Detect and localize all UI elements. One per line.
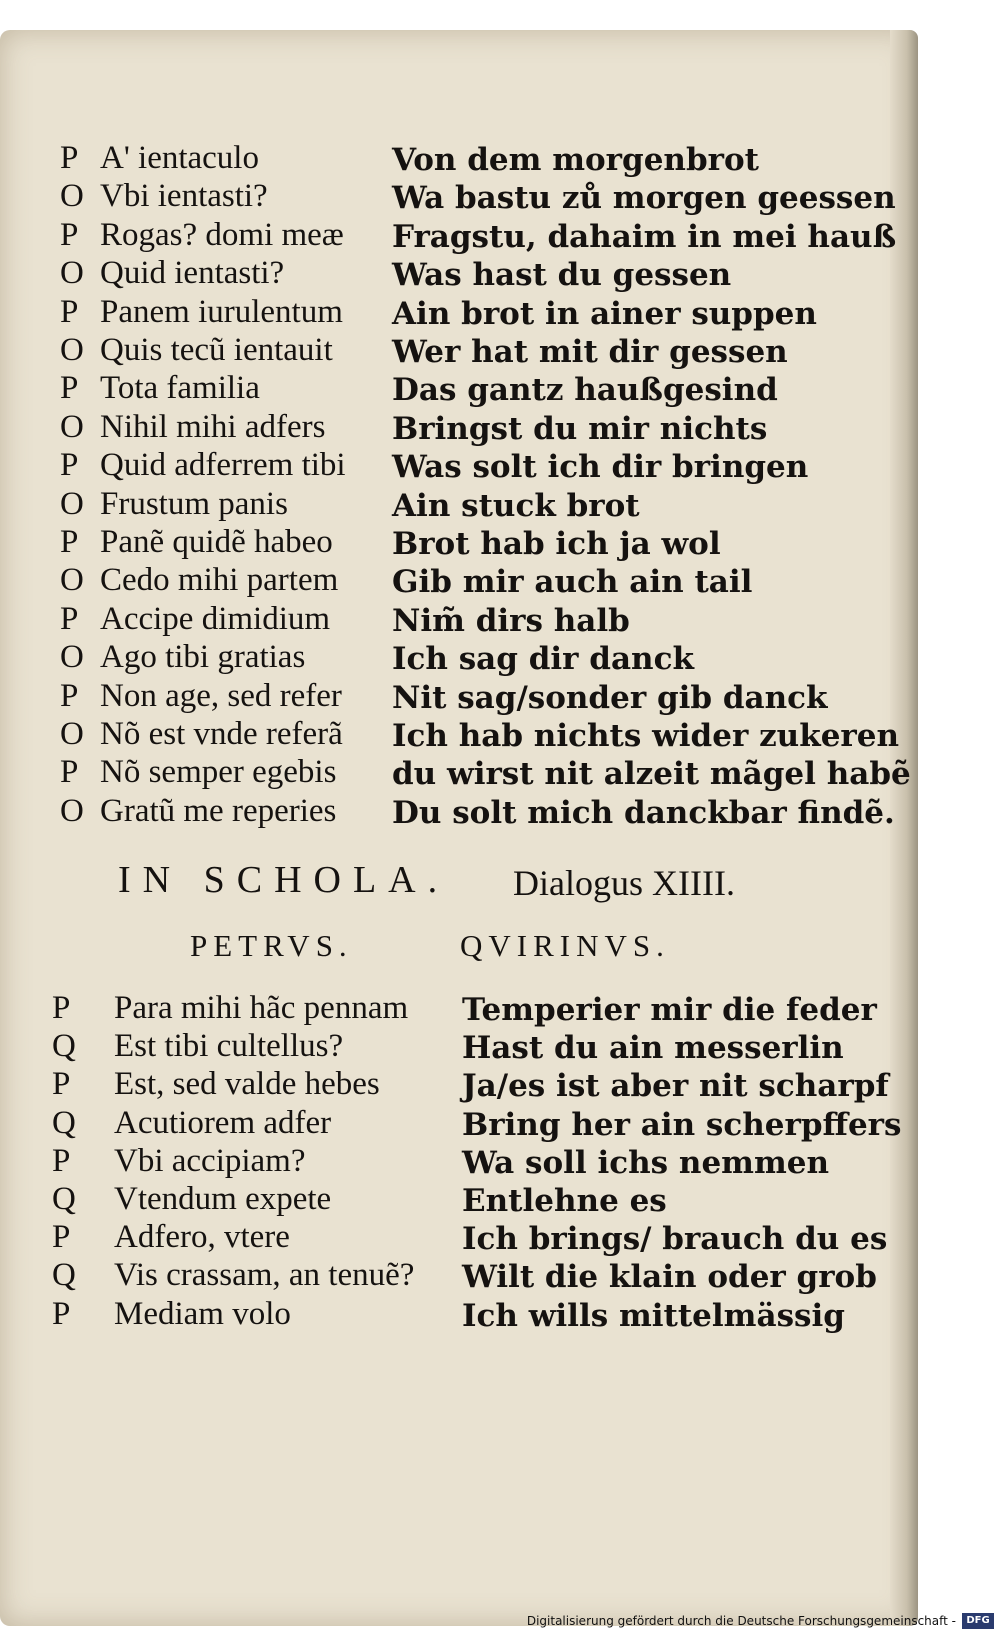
speaker-marker: P [60,216,79,253]
latin-line [60,447,346,484]
latin-text: Nõ semper egebis [100,754,337,791]
latin-text: Tota familia [100,370,260,407]
latin-line [60,716,343,753]
speaker-marker: P [60,140,79,176]
speaker-marker: P [52,1066,71,1103]
latin-line [60,754,336,791]
latin-line [52,1028,343,1065]
latin-text: Rogas? domi meæ [100,216,344,253]
german-line: Was hast du gessen [392,257,732,294]
latin-line [60,294,343,331]
latin-line [60,601,330,638]
german-line: du wirst nit alzeit mãgel habẽ [392,756,911,793]
latin-line [52,1296,291,1333]
latin-line [60,486,288,523]
speaker-marker: O [60,639,84,676]
latin-line [60,332,333,369]
german-line: Fragstu, dahaim in mei hauß [392,218,897,255]
german-line: Ain stuck brot [392,487,640,524]
latin-text: Accipe dimidium [100,600,331,637]
latin-text: Vis crassam, an tenuẽ? [114,1257,415,1294]
speaker-marker: O [60,408,84,445]
german-line: Ich brings/ brauch du es [462,1221,888,1258]
latin-line [60,562,338,599]
german-line: Ja/es ist aber nit scharpf [462,1068,889,1105]
speaker-marker: P [60,677,79,714]
speaker-marker: O [60,255,84,292]
german-line: Von dem morgenbrot [392,142,759,178]
latin-line [60,678,342,715]
german-line: Wilt die klain oder grob [462,1259,877,1296]
german-line: Wer hat mit dir gessen [392,334,788,370]
latin-text: Adfero, vtere [114,1219,290,1256]
latin-text: Nõ est vnde referã [100,716,343,752]
speaker-marker: Q [52,1257,76,1294]
latin-text: Vbi ientasti? [100,178,268,215]
latin-line [60,639,305,676]
speaker-marker: P [60,600,79,637]
latin-text: Vbi accipiam? [114,1142,306,1179]
latin-line [60,217,344,254]
latin-text: Gratũ me reperies [100,792,337,829]
dialogue-number: Dialogus XIIII. [513,863,735,903]
speaker-marker: O [60,562,84,599]
latin-line [52,1219,290,1256]
latin-text: Quid adferrem tibi [100,447,346,484]
german-line: Wa soll ichs nemmen [462,1144,830,1181]
speaker-marker: P [60,524,79,560]
speaker-marker: P [52,1219,71,1256]
speaker-marker: O [60,485,84,522]
latin-line [52,1143,306,1180]
speaker-marker: Q [52,1104,76,1141]
german-line: Wa bastu zů morgen geessen [392,180,896,217]
dfg-logo: DFG [962,1613,994,1629]
speaker-marker: P [60,754,79,791]
german-line: Du solt mich danckbar findẽ. [392,794,895,831]
speaker-marker: O [60,178,84,215]
latin-text: Est tibi cultellus? [114,1028,344,1065]
latin-text: Panẽ quidẽ habeo [100,524,333,560]
latin-text: Quid ientasti? [100,255,285,292]
speaker-marker: P [52,1295,71,1332]
speaker-marker: Q [52,1028,76,1065]
latin-line [60,255,284,292]
latin-line [52,1257,414,1294]
latin-text: Ago tibi gratias [100,639,306,676]
german-line: Ich sag dir danck [392,641,694,678]
speaker-marker: P [52,1142,71,1179]
latin-text: Est, sed valde hebes [114,1066,380,1103]
latin-text: Non age, sed refer [100,677,342,714]
digitization-footer [0,1610,1000,1634]
german-line: Ich wills mittelmässig [462,1297,845,1334]
speaker-marker: P [60,293,79,330]
footer-credit: Digitalisierung gefördert durch die Deutsche Forschungsgemeinschaft - [526,1614,956,1628]
speaker-marker: O [60,792,84,829]
latin-text: Cedo mihi partem [100,562,339,599]
latin-line [60,524,333,561]
latin-line [60,793,336,830]
german-line: Gib mir auch ain tail [392,564,753,601]
latin-text: Panem iurulentum [100,293,343,330]
section-title: IN SCHOLA. [118,859,450,901]
speaker-name-right: QVIRINVS. [460,928,670,963]
speaker-marker: Q [52,1181,76,1217]
latin-text: Vtendum expete [114,1181,332,1217]
speaker-marker: P [52,990,71,1026]
speaker-marker: P [60,370,79,407]
latin-line [52,1105,331,1142]
latin-text: Nihil mihi adfers [100,408,326,445]
latin-text: Para mihi hãc pennam [114,990,409,1026]
speaker-name-left: PETRVS. [190,928,353,963]
german-line: Was solt ich dir bringen [392,449,809,486]
german-line: Brot hab ich ja wol [392,526,721,562]
german-line: Temperier mir die feder [462,992,877,1028]
german-line: Hast du ain messerlin [462,1030,844,1067]
german-line: Nim̃ dirs halb [392,602,630,639]
speaker-marker: O [60,716,84,752]
german-line: Bringst du mir nichts [392,410,768,447]
latin-line [52,1181,331,1218]
german-line: Bring her ain scherpffers [462,1106,902,1143]
latin-line [60,409,325,446]
german-line: Ain brot in ainer suppen [392,295,817,332]
german-line: Ich hab nichts wider zukeren [392,718,900,754]
german-line: Nit sag/sonder gib danck [392,679,828,716]
latin-line [60,370,260,407]
speaker-marker: P [60,447,79,484]
latin-text: Quis tecũ ientauit [100,332,333,368]
latin-line [52,990,408,1027]
latin-line [60,140,259,177]
latin-text: Frustum panis [100,485,288,522]
latin-line [52,1066,380,1103]
german-line: Das gantz haußgesind [392,372,778,409]
german-line: Entlehne es [462,1183,667,1219]
latin-text: Mediam volo [114,1295,291,1332]
speaker-marker: O [60,332,84,368]
latin-line [60,178,268,215]
latin-text: A' ientaculo [100,140,259,176]
latin-text: Acutiorem adfer [114,1104,332,1141]
